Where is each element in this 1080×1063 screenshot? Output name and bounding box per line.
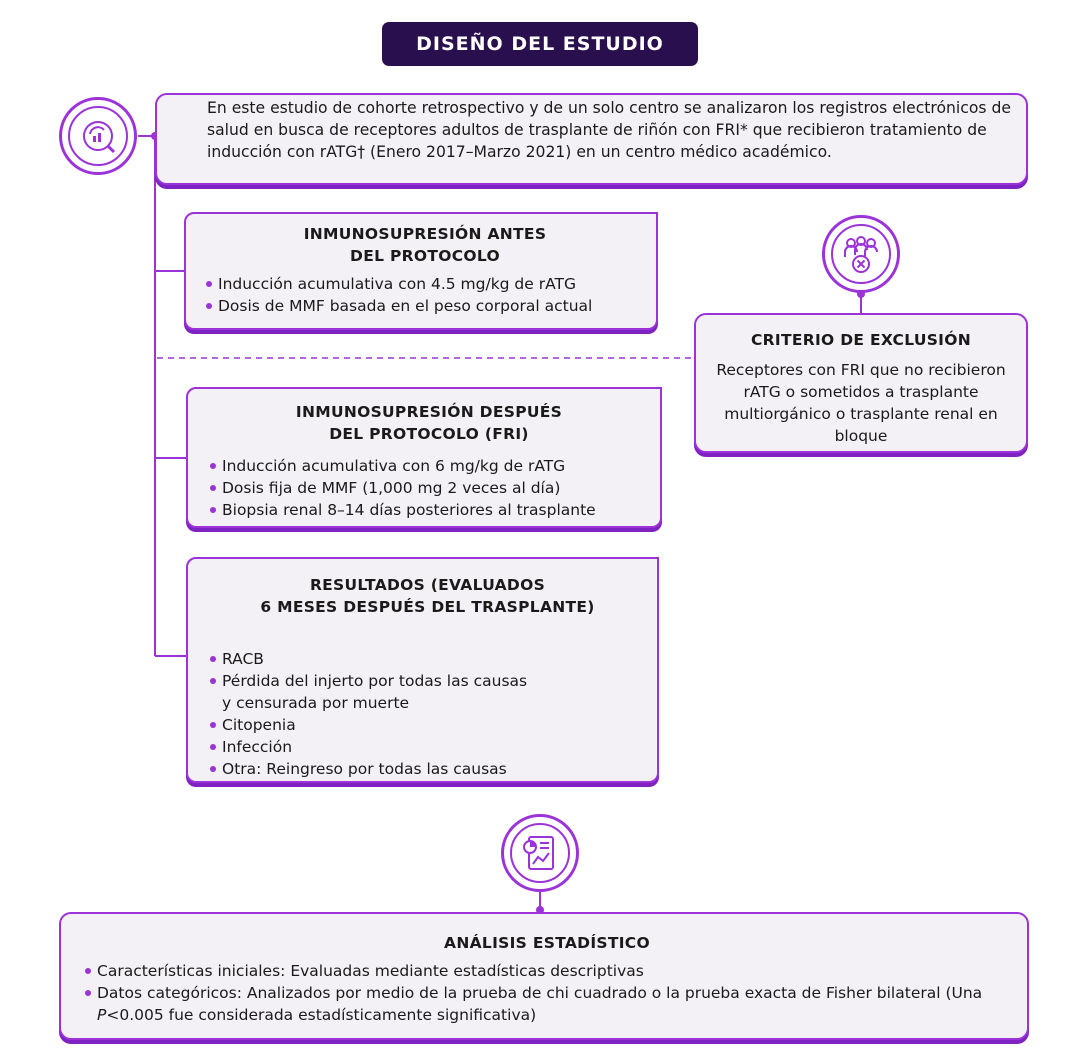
intro-box — [155, 93, 1028, 185]
after-heading-line2: DEL PROTOCOLO (FRI) — [329, 425, 529, 443]
research-icon — [59, 97, 137, 175]
stats-list — [83, 960, 1011, 1026]
results-heading-line2: 6 MESES DESPUÉS DEL TRASPLANTE) — [260, 598, 595, 616]
results-heading — [208, 574, 647, 618]
results-box — [186, 557, 659, 783]
list-item: Inducción acumulativa con 4.5 mg/kg de rATG — [204, 273, 646, 295]
before-list — [204, 273, 646, 317]
list-item — [83, 982, 1011, 1026]
list-item: Otra: Reingreso por todas las causas — [208, 758, 647, 780]
list-item-line1: Pérdida del injerto por todas las causas — [222, 672, 528, 690]
after-heading-line1: INMUNOSUPRESIÓN DESPUÉS — [295, 403, 563, 421]
before-heading-line1: INMUNOSUPRESIÓN ANTES — [303, 225, 547, 243]
people-exclusion-icon — [822, 215, 900, 293]
before-protocol-box — [184, 212, 658, 330]
exclusion-box — [694, 313, 1028, 453]
stats-item2-pre: Datos categóricos: Analizados por medio de la prueba de chi cuadrado o la prueba exacta de Fisher bilateral (Una — [97, 984, 983, 1002]
list-item: Citopenia — [208, 714, 647, 736]
list-item: Biopsia renal 8–14 días posteriores al trasplante — [208, 499, 650, 521]
page-title: DISEÑO DEL ESTUDIO — [382, 22, 698, 66]
list-item: RACB — [208, 648, 647, 670]
list-item: Infección — [208, 736, 647, 758]
list-item — [208, 670, 647, 714]
list-item: Dosis fija de MMF (1,000 mg 2 veces al día) — [208, 477, 650, 499]
before-heading — [204, 223, 646, 267]
intro-text: En este estudio de cohorte retrospectivo y de un solo centro se analizaron los registros electrónicos de salud en busca de receptores adultos de trasplante de riñón con FRI* que recibieron tratamiento de inducción con rATG† (Enero 2017–Marzo 2021) en un centro médico académico. — [207, 99, 1011, 161]
results-list — [208, 648, 647, 780]
stats-box — [59, 912, 1029, 1040]
stats-item2-post: <0.005 fue considerada estadísticamente significativa) — [106, 1006, 537, 1024]
list-item-line2: y censurada por muerte — [222, 694, 410, 712]
exclusion-text: Receptores con FRI que no recibieron rATG o sometidos a trasplante multiorgánico o trasplante renal en bloque — [716, 361, 1006, 445]
stats-heading: ANÁLISIS ESTADÍSTICO — [444, 934, 650, 952]
after-list — [208, 455, 650, 521]
report-chart-icon — [501, 814, 579, 892]
exclusion-heading: CRITERIO DE EXCLUSIÓN — [750, 331, 971, 349]
list-item: Características iniciales: Evaluadas mediante estadísticas descriptivas — [83, 960, 1011, 982]
list-item: Inducción acumulativa con 6 mg/kg de rATG — [208, 455, 650, 477]
after-heading — [208, 401, 650, 445]
list-item: Dosis de MMF basada en el peso corporal actual — [204, 295, 646, 317]
results-heading-line1: RESULTADOS (EVALUADOS — [309, 576, 546, 594]
before-heading-line2: DEL PROTOCOLO — [350, 247, 500, 265]
stats-item2-p: P — [97, 1006, 107, 1024]
after-protocol-box — [186, 387, 662, 528]
